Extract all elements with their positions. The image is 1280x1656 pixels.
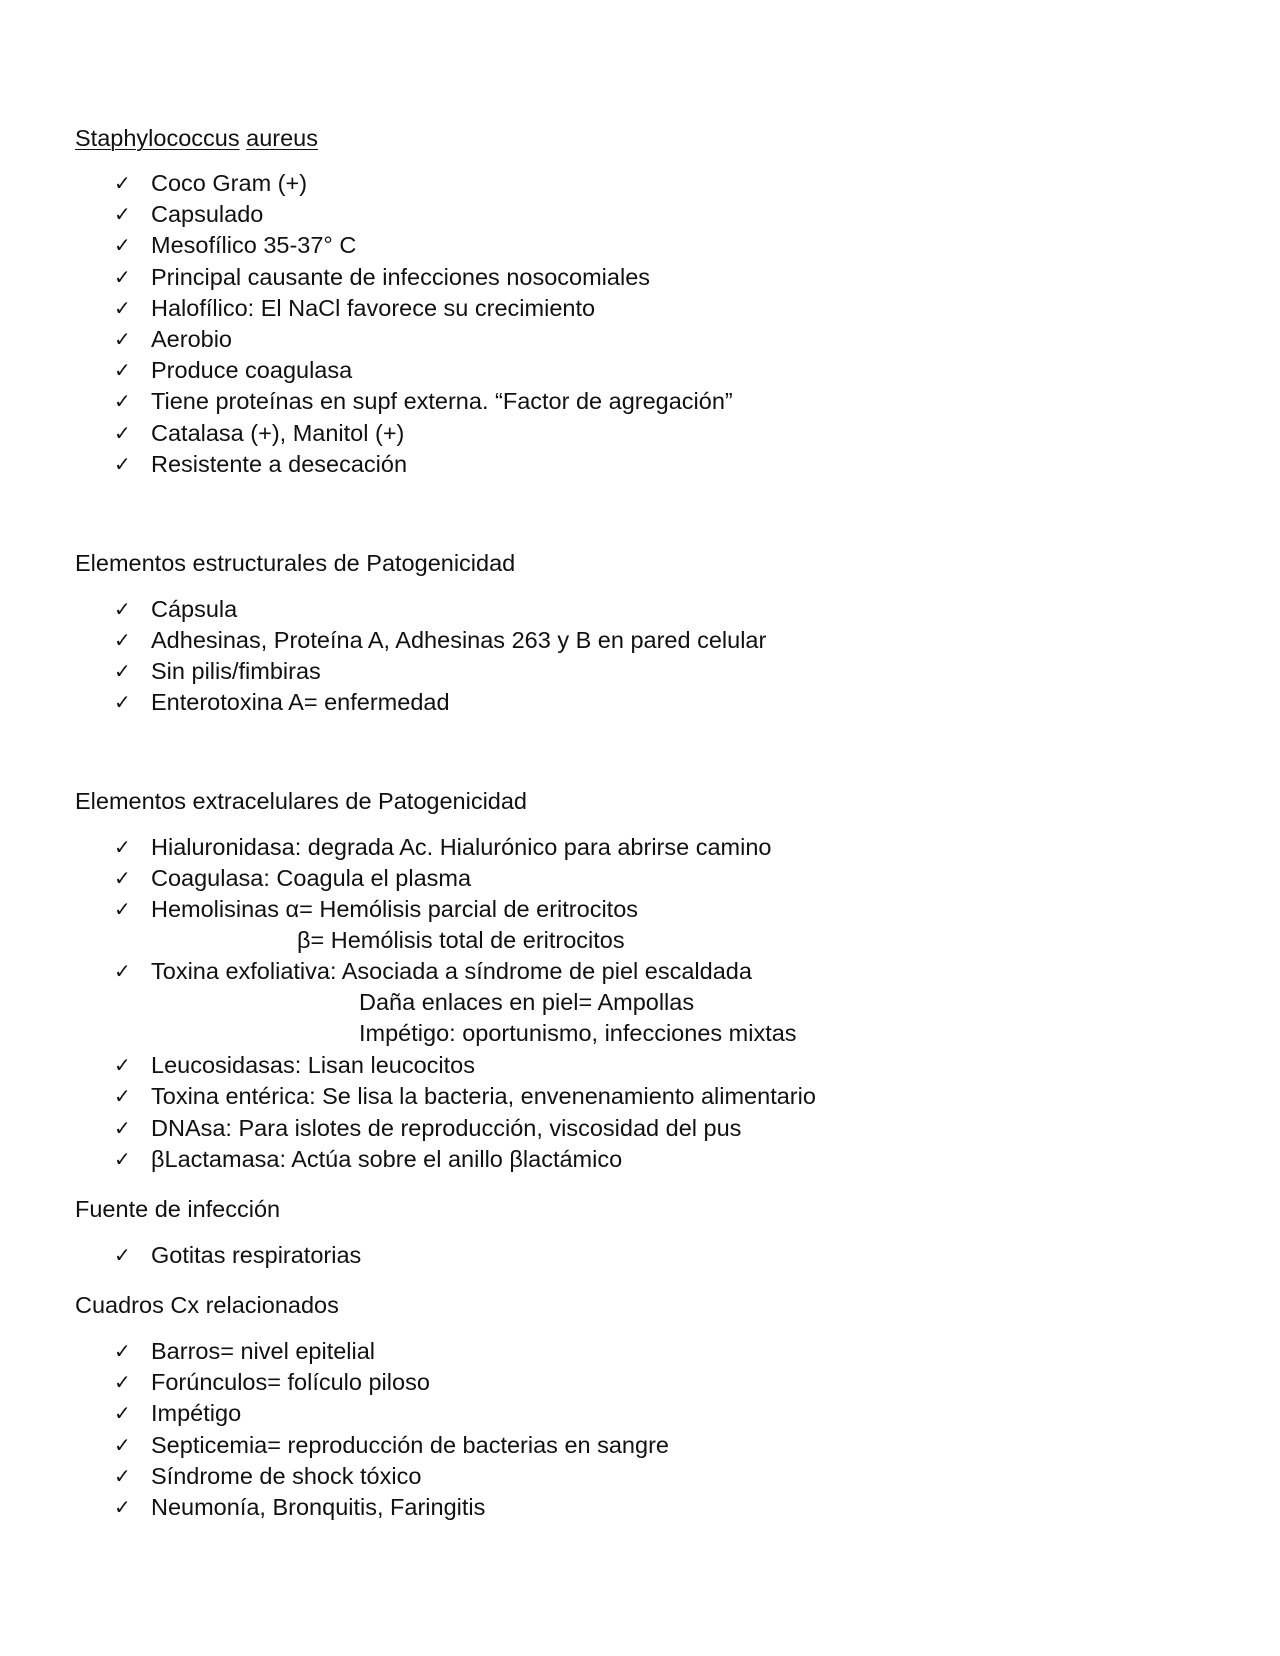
check-icon: ✓ (114, 628, 131, 652)
check-icon: ✓ (114, 1495, 131, 1519)
check-icon: ✓ (114, 690, 131, 714)
section-title-extracellular: Elementos extracelulares de Patogenicidad (75, 788, 527, 814)
check-icon: ✓ (114, 1084, 131, 1108)
check-icon: ✓ (114, 659, 131, 683)
check-icon: ✓ (114, 897, 131, 921)
check-icon: ✓ (114, 202, 131, 226)
check-icon: ✓ (114, 1243, 131, 1267)
title-species: aureus (246, 125, 318, 151)
title-genus: Staphylococcus (75, 125, 240, 151)
check-icon: ✓ (114, 1053, 131, 1077)
check-icon: ✓ (114, 421, 131, 445)
check-icon: ✓ (114, 389, 131, 413)
check-icon: ✓ (114, 265, 131, 289)
continuation-line: Impétigo: oportunismo, infecciones mixtas (359, 1020, 797, 1046)
check-icon: ✓ (114, 171, 131, 195)
check-icon: ✓ (114, 358, 131, 382)
document-page: Staphylococcus aureus ✓ Coco Gram (+) ✓ Capsulado ✓ Mesofílico 35-37° C ✓ Principal causante de infecciones nosocomiales ✓ Halofílico: El NaCl favorece su crecimiento ✓ Aerobio ✓ Produce coagulasa ✓ Tiene proteínas en supf externa. “Factor de agregación” ✓ Catalasa (+), Manitol (+) ✓ Resistente a desecación Elementos estructurales de Patogenicidad ✓ Cápsula ✓ Adhesinas, Proteína A, Adhesinas 263 y B en pared celular ✓ Sin pilis/fimbiras ✓ Enterotoxina A= enfermedad Elementos extracelulares de Patogenicidad ✓ Hialuronidasa: degrada Ac. Hialurónico para abrirse camino ✓ Coagulasa: Coagula el plasma ✓ Hemolisinas α= Hemólisis parcial de eritrocitos β= Hemólisis total de eritrocitos ✓ Toxina exfoliativa: Asociada a síndrome de piel escaldada Daña enlaces en piel= Ampollas Impétigo: oportunismo, infecciones mixtas ✓ Leucosidasas: Lisan leucocitos ✓ Toxina entérica: Se lisa la bacteria, envenenamiento alimentario ✓ DNAsa: Para islotes de reproducción, viscosidad del pus ✓ βLactamasa: Actúa sobre el anillo βlactámico Fuente de infección ✓ Gotitas respiratorias Cuadros Cx relacionados ✓ Barros= nivel epitelial ✓ Forúnculos= folículo piloso ✓ Impétigo ✓ Septicemia= reproducción de bacterias en sangre ✓ Síndrome de shock tóxico ✓ Neumonía, Bronquitis, Faringitis (0, 0, 1280, 1656)
check-icon: ✓ (114, 597, 131, 621)
check-icon: ✓ (114, 959, 131, 983)
check-icon: ✓ (114, 233, 131, 257)
section-title-organism (75, 124, 318, 152)
check-icon: ✓ (114, 296, 131, 320)
section-title-infection-source: Fuente de infección (75, 1196, 281, 1222)
check-icon: ✓ (114, 1370, 131, 1394)
check-icon: ✓ (114, 835, 131, 859)
check-icon: ✓ (114, 1339, 131, 1363)
check-icon: ✓ (114, 1401, 131, 1425)
check-icon: ✓ (114, 1116, 131, 1140)
continuation-line: β= Hemólisis total de eritrocitos (297, 927, 625, 953)
check-icon: ✓ (114, 327, 131, 351)
section-title-clinical: Cuadros Cx relacionados (75, 1292, 339, 1318)
check-icon: ✓ (114, 452, 131, 476)
check-icon: ✓ (114, 1433, 131, 1457)
continuation-line: Daña enlaces en piel= Ampollas (359, 989, 695, 1015)
check-icon: ✓ (114, 866, 131, 890)
check-icon: ✓ (114, 1464, 131, 1488)
check-icon: ✓ (114, 1147, 131, 1171)
section-title-structural: Elementos estructurales de Patogenicidad (75, 550, 516, 576)
